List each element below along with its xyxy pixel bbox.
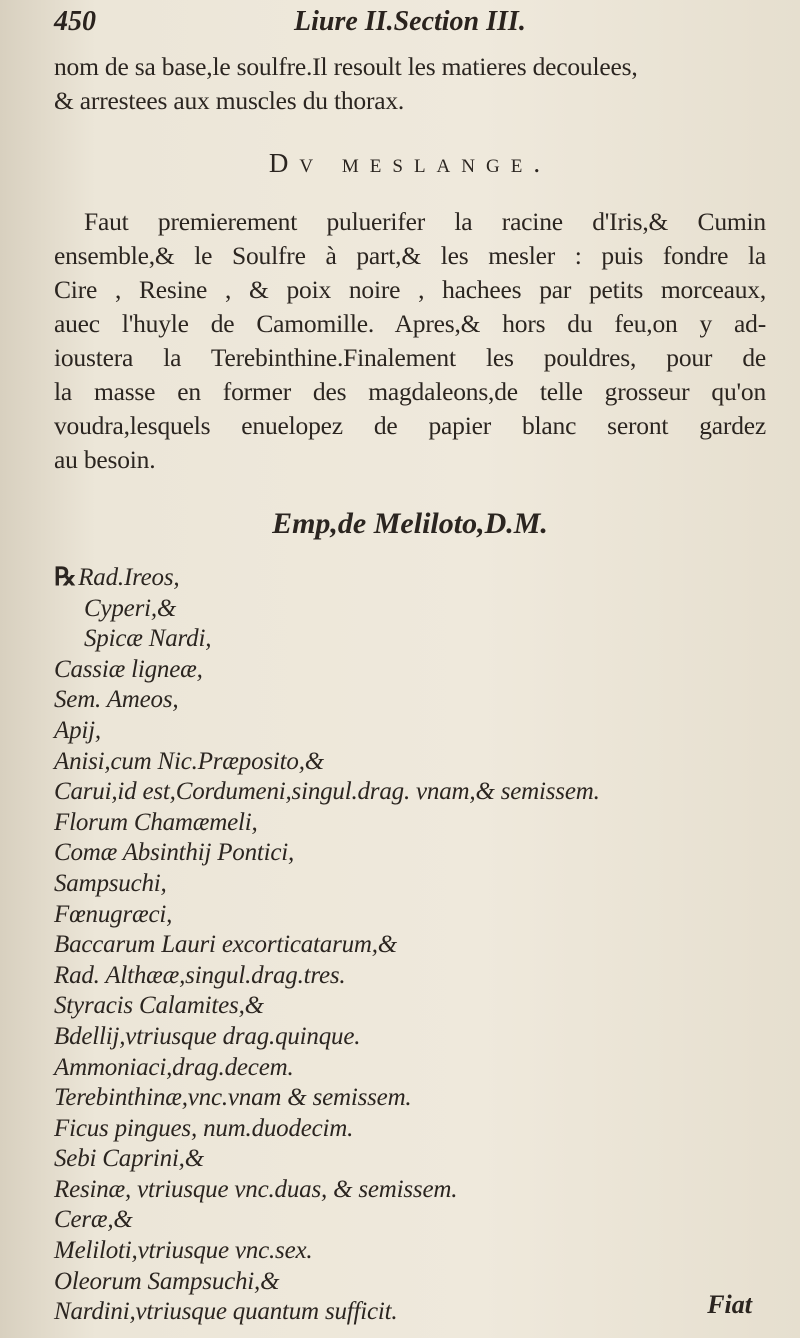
recipe-line: Meliloti,vtriusque vnc.sex. xyxy=(54,1237,313,1265)
recipe-line: Carui,id est,Cordumeni,singul.drag. vnam,& semissem. xyxy=(54,778,600,806)
text-line: au besoin. xyxy=(54,445,156,474)
text-line: ioustera la Terebinthine.Finalement les pouldres, pour de xyxy=(54,343,766,372)
recipe-line: Sampsuchi, xyxy=(54,869,167,897)
recipe-line xyxy=(54,563,766,594)
recipe-line: Comæ Absinthij Pontici, xyxy=(54,839,295,867)
recipe-line: Resinæ, vtriusque vnc.duas, & semissem. xyxy=(54,1175,458,1203)
recipe-line: Terebinthinæ,vnc.vnam & semissem. xyxy=(54,1084,412,1112)
page-header xyxy=(54,0,766,50)
recipe-line: Ammoniaci,drag.decem. xyxy=(54,1053,294,1081)
intro-paragraph xyxy=(54,50,766,118)
recipe-line: Rad. Althææ,singul.drag.tres. xyxy=(54,961,346,989)
recipe-line: Spicæ Nardi, xyxy=(84,625,212,653)
body-paragraph xyxy=(54,205,766,477)
text-line: ensemble,& le Soulfre à part,& les mesler : puis fondre la xyxy=(54,241,766,270)
recipe-line: Fœnugræci, xyxy=(54,900,173,928)
recipe-line: Ceræ,& xyxy=(54,1206,133,1234)
section-title: Dv meslange. xyxy=(268,148,552,178)
recipe-line: Sem. Ameos, xyxy=(54,686,179,714)
ingredient: Rad.Ireos, xyxy=(78,564,180,591)
recipe-line: Sebi Caprini,& xyxy=(54,1145,204,1173)
text-line: nom de sa base,le soulfre.Il resoult les matieres decoulees, xyxy=(54,52,638,81)
recipe-list xyxy=(54,563,766,1328)
text-line: & arrestees aux muscles du thorax. xyxy=(54,86,405,115)
page-number: 450 xyxy=(54,6,96,37)
recipe-line: Nardini,vtriusque quantum sufficit. xyxy=(54,1298,398,1326)
recipe-line: Styracis Calamites,& xyxy=(54,992,264,1020)
recipe-line: Apij, xyxy=(54,716,101,744)
text-line: voudra,lesquels enuelopez de papier blanc seront gardez xyxy=(54,411,766,440)
recipe-line: Bdellij,vtriusque drag.quinque. xyxy=(54,1022,361,1050)
text-line: la masse en former des magdaleons,de telle grosseur qu'on xyxy=(54,377,766,406)
recipe-symbol: ℞ xyxy=(54,564,77,591)
recipe-line: Baccarum Lauri excorticatarum,& xyxy=(54,931,398,959)
running-head: Liure II.Section III. xyxy=(294,6,526,37)
recipe-title: Emp,de Meliloto,D.M. xyxy=(272,507,548,540)
catchword: Fiat xyxy=(707,1290,752,1319)
text-line: auec l'huyle de Camomille. Apres,& hors du feu,on y ad- xyxy=(54,309,766,338)
recipe-line: Cassiæ ligneæ, xyxy=(54,655,203,683)
recipe-line: Anisi,cum Nic.Præposito,& xyxy=(54,747,325,775)
recipe-line: Florum Chamæmeli, xyxy=(54,808,258,836)
text-line: Faut premierement puluerifer la racine d'Iris,& Cumin xyxy=(84,207,766,236)
text-line: Cire , Resine , & poix noire , hachees par petits morceaux, xyxy=(54,275,766,304)
recipe-line: Cyperi,& xyxy=(84,594,177,622)
recipe-line: Ficus pingues, num.duodecim. xyxy=(54,1114,354,1142)
recipe-line: Oleorum Sampsuchi,& xyxy=(54,1267,280,1295)
